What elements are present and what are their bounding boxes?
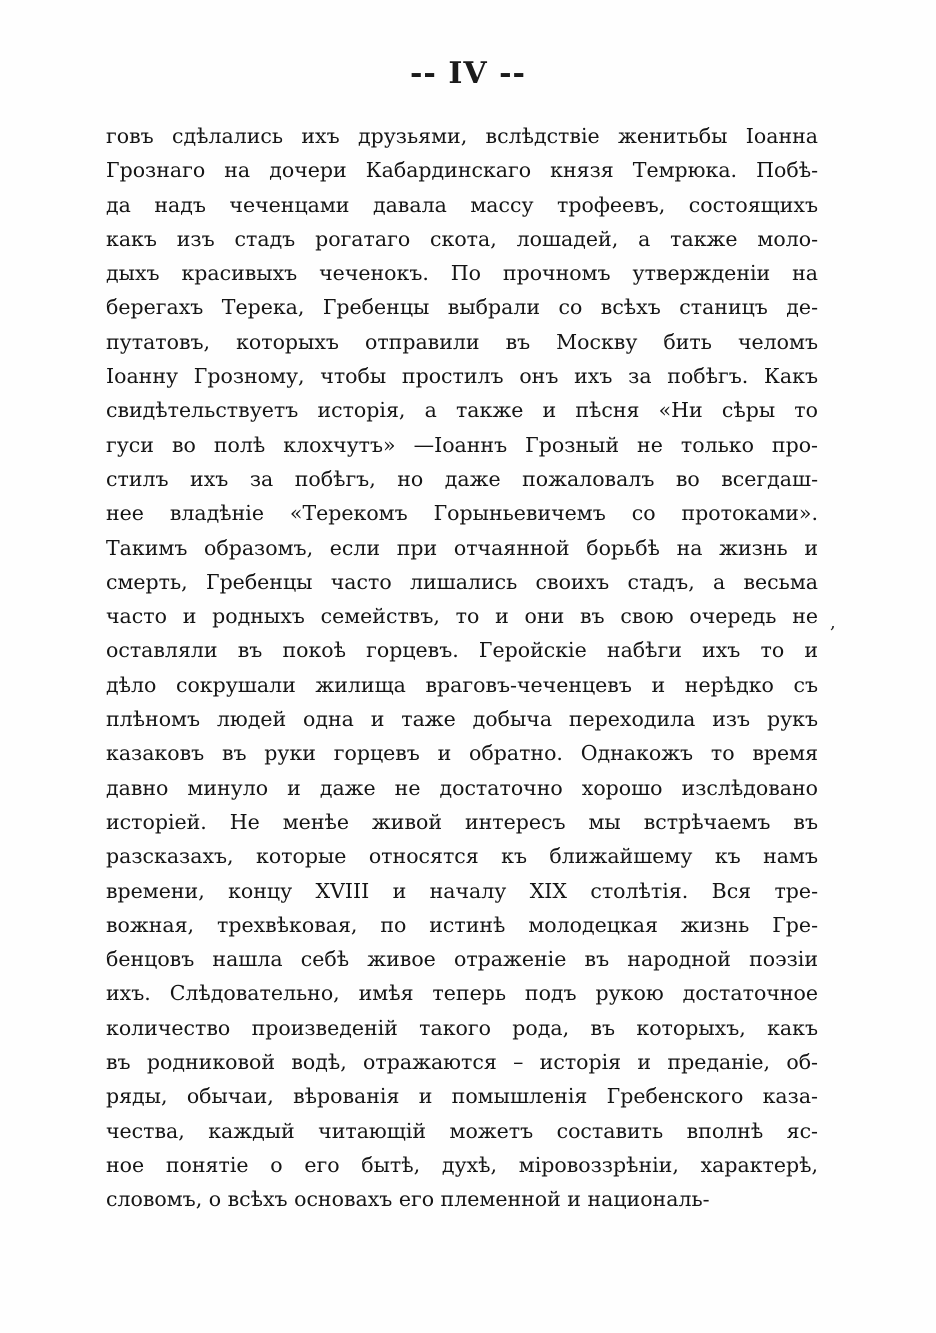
text-line: вожная, трехвѣковая, по истинѣ молодецкая жизнь Гре- [106, 912, 818, 937]
text-line: Іоанну Грозному, чтобы простилъ онъ ихъ за побѣгъ. Какъ [106, 364, 818, 389]
text-line: бенцовъ нашла себѣ живое отраженіе въ народной поэзіи [106, 947, 818, 972]
text-line: какъ изъ стадъ рогатаго скота, лошадей, а также моло- [106, 226, 818, 251]
text-line: путатовъ, которыхъ отправили въ Москву бить челомъ [106, 329, 818, 354]
text-line: свидѣтельствуетъ исторія, а также и пѣсня «Ни сѣры то [106, 398, 818, 423]
text-line: ное понятіе о его бытѣ, духѣ, міровоззрѣніи, характерѣ, [106, 1152, 818, 1177]
text-line: чества, каждый читающій можетъ составить вполнѣ яс- [106, 1118, 818, 1143]
text-line: ихъ. Слѣдовательно, имѣя теперь подъ рукою достаточное [106, 981, 818, 1006]
text-line: исторіей. Не менѣе живой интересъ мы встрѣчаемъ въ [106, 809, 818, 834]
margin-mark: , [830, 612, 836, 633]
text-line: Такимъ образомъ, если при отчаянной борьбѣ на жизнь и [106, 535, 818, 560]
text-line: Грознаго на дочери Кабардинскаго князя Темрюка. Побѣ- [106, 158, 818, 183]
text-line: часто и родныхъ семействъ, то и они въ свою очередь не [106, 604, 818, 629]
text-line: смерть, Гребенцы часто лишались своихъ стадъ, а весьма [106, 569, 818, 594]
text-line: дѣло сокрушали жилища враговъ-чеченцевъ и нерѣдко съ [106, 672, 818, 697]
text-line: да надъ чеченцами давала массу трофеевъ, состоящихъ [106, 192, 818, 217]
text-line: словомъ, о всѣхъ основахъ его племенной и националь- [106, 1187, 710, 1212]
text-line: давно минуло и даже не достаточно хорошо изслѣдовано [106, 775, 818, 800]
text-line: въ родниковой водѣ, отражаются – исторія и преданіе, об- [106, 1050, 818, 1075]
body-text [106, 119, 818, 1217]
page-number-header: -- IV -- [409, 56, 526, 91]
text-line: нее владѣніе «Терекомъ Горыньевичемъ со протоками». [106, 501, 818, 526]
text-line: ряды, обычаи, вѣрованія и помышленія Гребенского каза- [106, 1084, 818, 1109]
text-line: разсказахъ, которые относятся къ ближайшему къ намъ [106, 844, 818, 869]
text-line: казаковъ въ руки горцевъ и обратно. Однакожъ то время [106, 741, 818, 766]
text-line: стилъ ихъ за побѣгъ, но даже пожаловалъ во всегдаш- [106, 466, 818, 491]
text-line: гуси во полѣ клохчутъ» —Іоаннъ Грозный не только про- [106, 432, 818, 457]
text-line: времени, концу XVIII и началу XIX столѣтія. Вся тре- [106, 878, 818, 903]
text-line: дыхъ красивыхъ чеченокъ. По прочномъ утвержденіи на [106, 261, 818, 286]
text-line: говъ сдѣлались ихъ друзьями, вслѣдствіе женитьбы Іоанна [106, 124, 818, 148]
text-line: берегахъ Терека, Гребенцы выбрали со всѣхъ станицъ де- [106, 295, 818, 320]
text-line: количество произведеній такого рода, въ которыхъ, какъ [106, 1015, 818, 1040]
text-line: оставляли въ покоѣ горцевъ. Геройскіе набѣги ихъ то и [106, 638, 818, 663]
text-line: плѣномъ людей одна и таже добыча переходила изъ рукъ [106, 707, 818, 732]
